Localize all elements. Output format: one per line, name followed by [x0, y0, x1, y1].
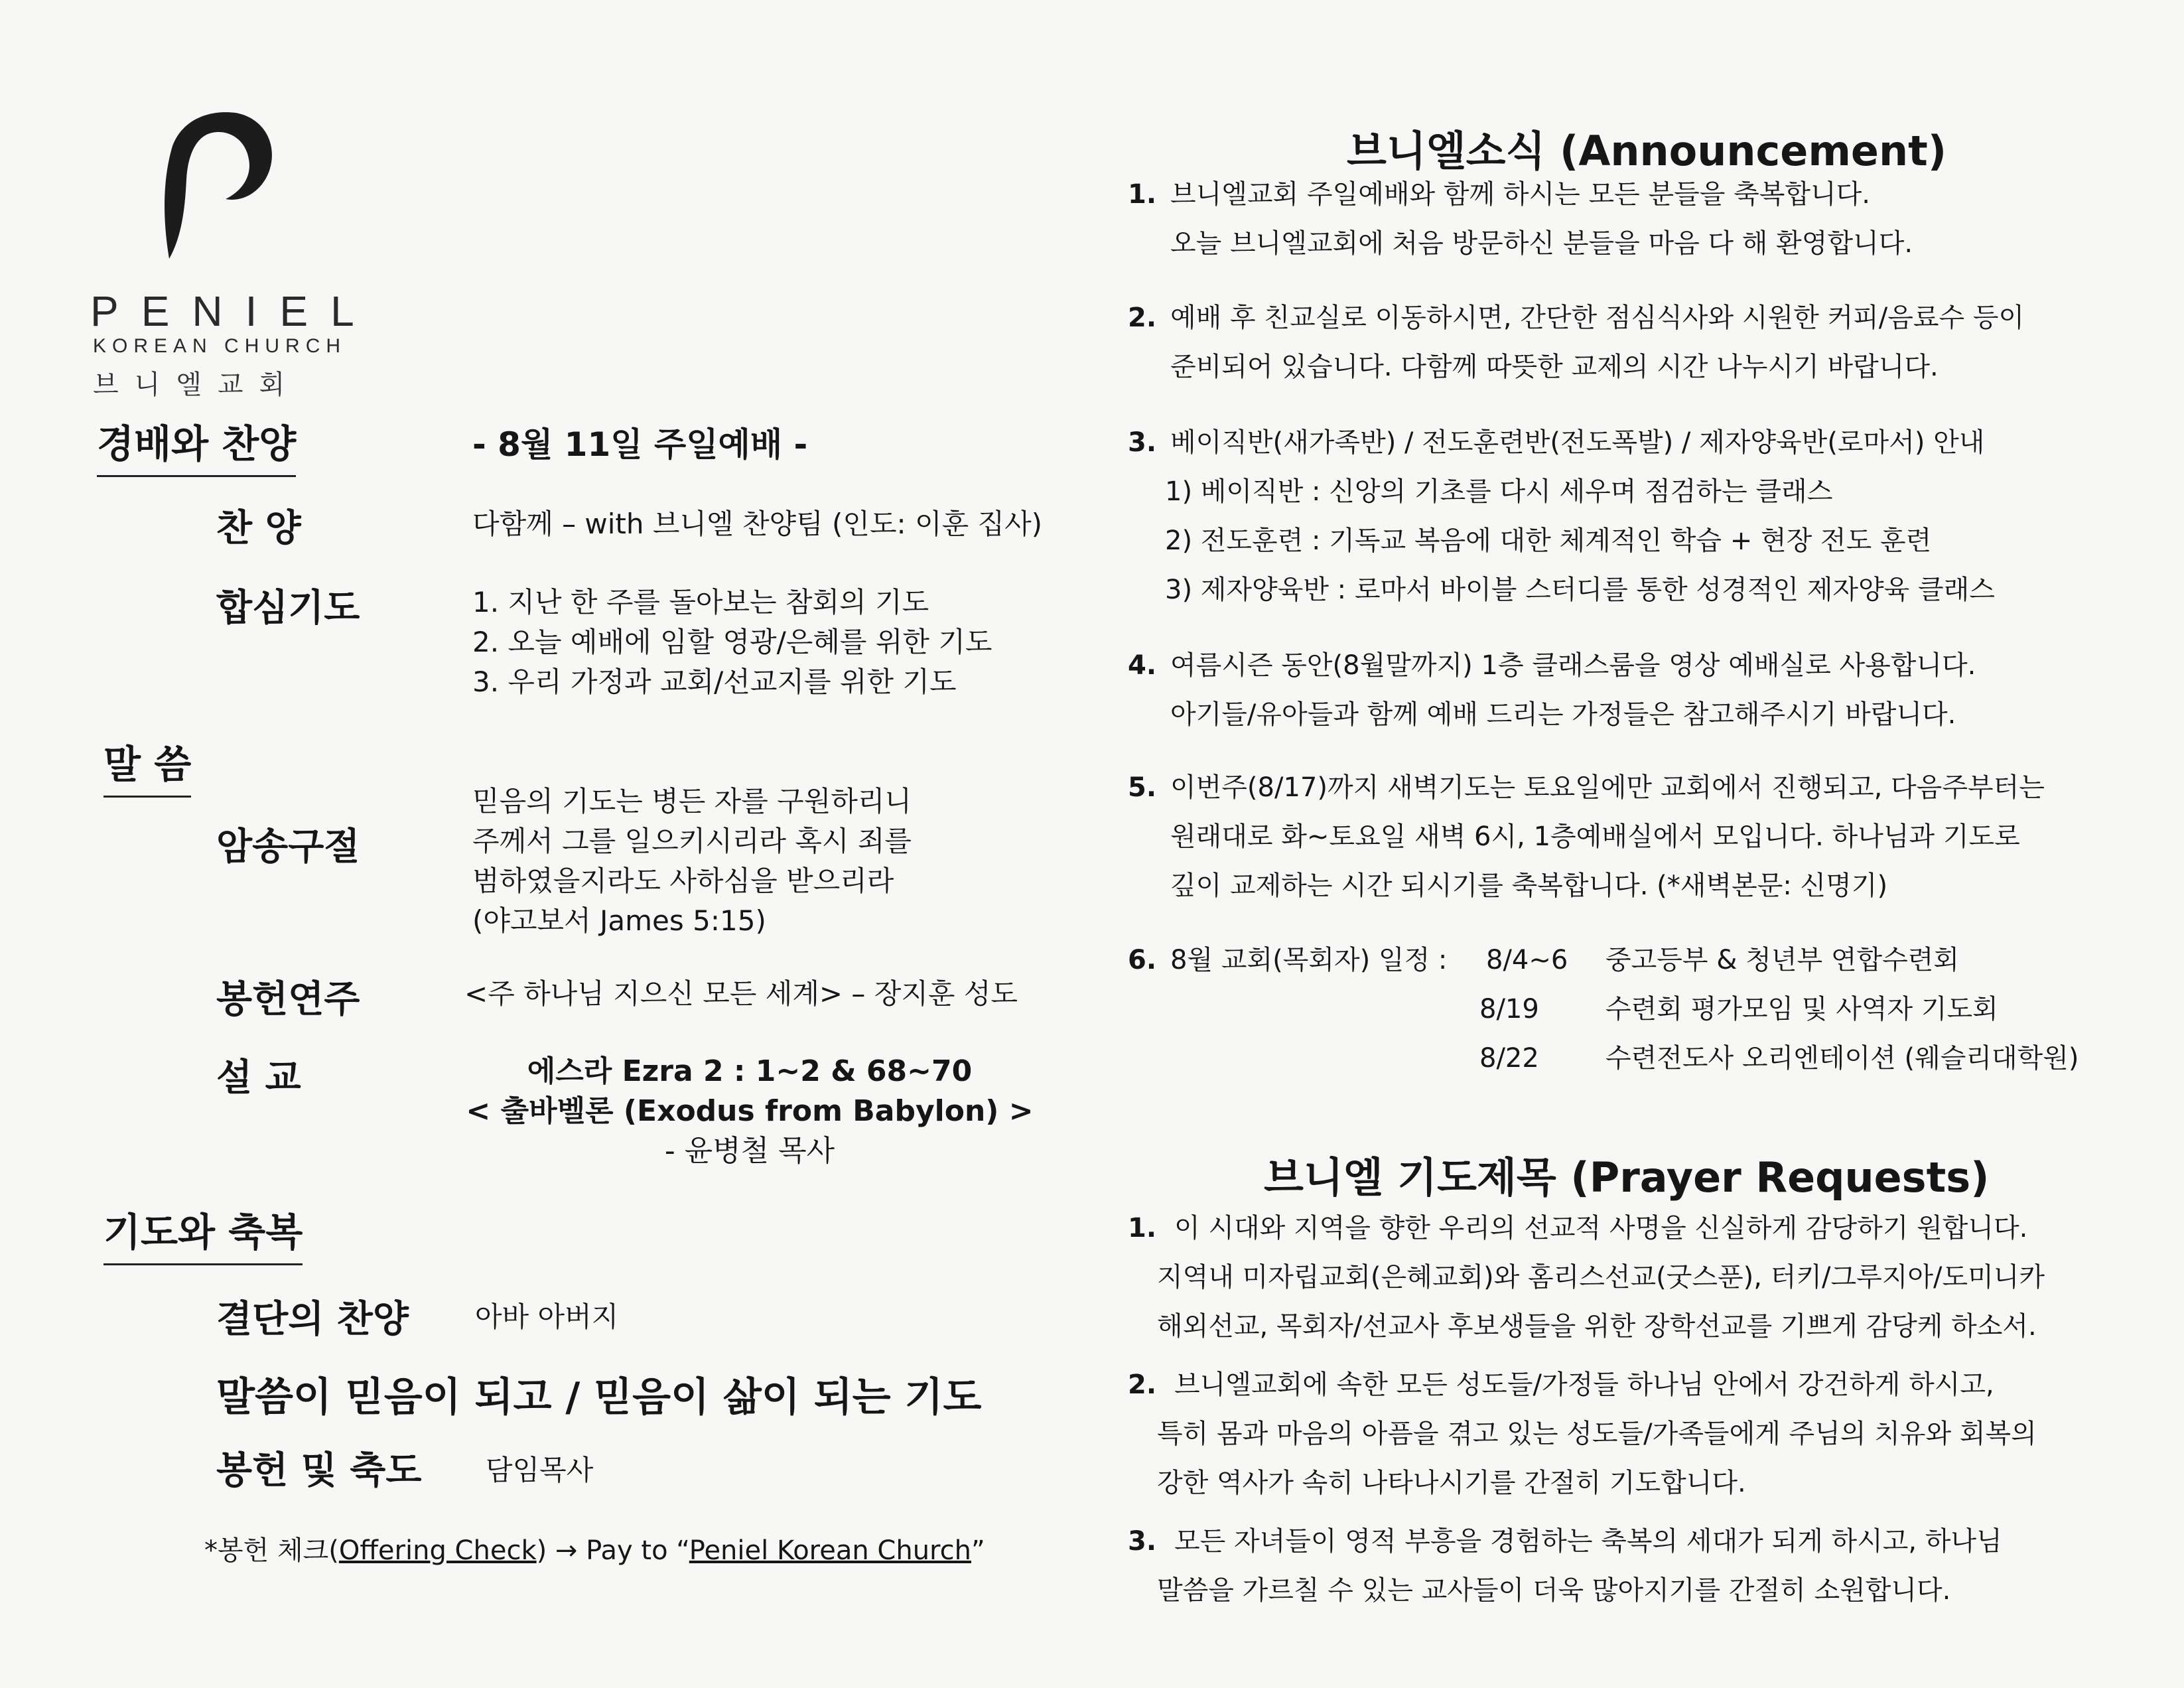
announcement-line: 깊이 교제하는 시간 되시기를 축복합니다. (*새벽본문: 신명기): [1170, 871, 1888, 901]
prayer-line: 말씀을 가르칠 수 있는 교사들이 더욱 많아지기를 간절히 소원합니다.: [1157, 1575, 1951, 1606]
prayer-requests-title: 브니엘 기도제목 (Prayer Requests): [1264, 1153, 1990, 1202]
announcement-line: 아기들/유아들과 함께 예배 드리는 가정들은 참고해주시기 바랍니다.: [1170, 699, 1956, 730]
prayer-list: [472, 583, 992, 702]
schedule-date: 8/22: [1479, 1043, 1539, 1074]
memory-line: 범하였을지라도 사하심을 받으리라: [472, 865, 894, 897]
prayer-number: 3.: [1128, 1526, 1157, 1557]
class-item: 2) 전도훈련 : 기독교 복음에 대한 체계적인 학습 + 현장 전도 훈련: [1165, 526, 1932, 556]
announcement-line: 오늘 브니엘교회에 처음 방문하신 분들을 마음 다 해 환영합니다.: [1170, 228, 1913, 259]
offering-music-label: 봉헌연주: [216, 978, 360, 1021]
announcement-number: 6.: [1128, 945, 1157, 975]
schedule-event: 중고등부 & 청년부 연합수련회: [1605, 945, 1960, 975]
note-payee: Peniel Korean Church: [689, 1535, 971, 1566]
logo-korean-name: 브니엘교회: [93, 370, 301, 400]
announcement-number: 4.: [1128, 650, 1157, 681]
service-title: - 8월 11일 주일예배 -: [472, 425, 808, 464]
announcement-number: 5.: [1128, 772, 1157, 803]
sermon-preacher: - 윤병철 목사: [664, 1134, 835, 1168]
announcement-line: 이번주(8/17)까지 새벽기도는 토요일에만 교회에서 진행되고, 다음주부터는: [1170, 772, 2045, 803]
prayer-line: 해외선교, 목회자/선교사 후보생들을 위한 장학선교를 기쁘게 감당케 하소서.: [1157, 1311, 2037, 1342]
note-end: ”: [971, 1535, 985, 1566]
sermon-block: [451, 1052, 1048, 1171]
section-worship-heading: 경배와 찬양: [97, 413, 296, 477]
announcement-number: 3.: [1128, 427, 1157, 458]
memory-line: 믿음의 기도는 병든 자를 구원하리니: [472, 785, 912, 817]
note-offering-check: Offering Check: [338, 1535, 537, 1566]
logo-subtitle: KOREAN CHURCH: [93, 335, 347, 357]
prayer-line: 모든 자녀들이 영적 부흥을 경험하는 축복의 세대가 되게 하시고, 하나님: [1174, 1526, 2002, 1557]
peniel-logo-icon: [143, 106, 282, 272]
praise-label: 찬 양: [216, 507, 301, 550]
announcement-number: 2.: [1128, 303, 1157, 333]
prayer-item: 2. 오늘 예배에 임할 영광/은혜를 위한 기도: [472, 626, 992, 658]
offering-music-text: <주 하나님 지으신 모든 세계> – 장지훈 성도: [464, 977, 1018, 1010]
class-item: 3) 제자양육반 : 로마서 바이블 스터디를 통한 성경적인 제자양육 클래스: [1165, 575, 1995, 605]
announcement-line: 예배 후 친교실로 이동하시면, 간단한 점심식사와 시원한 커피/음료수 등이: [1170, 303, 2025, 333]
praise-text: 다함께 – with 브니엘 찬양팀 (인도: 이훈 집사): [472, 508, 1043, 540]
memory-line: 주께서 그를 일으키시리라 혹시 죄를: [472, 825, 912, 857]
schedule-label: 8월 교회(목회자) 일정 :: [1170, 945, 1448, 975]
class-item: 1) 베이직반 : 신앙의 기초를 다시 세우며 점검하는 클래스: [1165, 476, 1833, 507]
prayer-line: 지역내 미자립교회(은혜교회)와 홈리스선교(굿스푼), 터키/그루지아/도미니카: [1157, 1262, 2045, 1293]
offering-check-note: [204, 1529, 985, 1567]
prayer-line: 브니엘교회에 속한 모든 성도들/가정들 하나님 안에서 강건하게 하시고,: [1174, 1370, 1994, 1400]
decision-song-text: 아바 아버지: [475, 1301, 619, 1333]
benediction-text: 담임목사: [486, 1454, 594, 1486]
announcement-number: 1.: [1128, 179, 1157, 210]
sermon-title: < 출바벨론 (Exodus from Babylon) >: [466, 1094, 1034, 1128]
schedule-date: 8/19: [1479, 994, 1539, 1024]
memory-line: (야고보서 James 5:15): [472, 904, 766, 937]
sermon-label: 설 교: [216, 1056, 301, 1099]
prayer-line: 이 시대와 지역을 향한 우리의 선교적 사명을 신실하게 감당하기 원합니다.: [1174, 1213, 2028, 1243]
prayer-number: 1.: [1128, 1213, 1157, 1243]
benediction-label: 봉헌 및 축도: [216, 1449, 422, 1492]
decision-song-label: 결단의 찬양: [216, 1298, 409, 1341]
prayer-item: 1. 지난 한 주를 돌아보는 참회의 기도: [472, 586, 929, 618]
announcement-line: 준비되어 있습니다. 다함께 따뜻한 교제의 시간 나누시기 바랍니다.: [1170, 352, 1939, 382]
announcement-line: 여름시즌 동안(8월말까지) 1층 클래스룸을 영상 예배실로 사용합니다.: [1170, 650, 1976, 681]
schedule-event: 수련회 평가모임 및 사역자 기도회: [1605, 994, 1998, 1024]
memory-verse-label: 암송구절: [216, 825, 360, 869]
note-prefix: *봉헌 체크(: [204, 1535, 339, 1566]
prayer-number: 2.: [1128, 1370, 1157, 1400]
logo-name: PENIEL: [90, 287, 377, 335]
announcement-line: 브니엘교회 주일예배와 함께 하시는 모든 분들을 축복합니다.: [1170, 179, 1871, 210]
word-faith-prayer: 말씀이 믿음이 되고 / 믿음이 삶이 되는 기도: [216, 1374, 982, 1421]
prayer-line: 강한 역사가 속히 나타나시기를 간절히 기도합니다.: [1157, 1468, 1746, 1498]
section-prayer-blessing-heading: 기도와 축복: [103, 1201, 303, 1265]
announcement-title: 브니엘소식 (Announcement): [1347, 127, 1947, 175]
section-word-heading: 말 씀: [103, 733, 191, 798]
note-mid: ) → Pay to “: [536, 1535, 689, 1566]
announcement-line: 베이직반(새가족반) / 전도훈련반(전도폭발) / 제자양육반(로마서) 안내: [1170, 427, 1985, 458]
prayer-item: 3. 우리 가정과 교회/선교지를 위한 기도: [472, 666, 957, 698]
schedule-event: 수련전도사 오리엔테이션 (웨슬리대학원): [1605, 1043, 2079, 1074]
memory-verse: [472, 782, 912, 941]
schedule-date: 8/4~6: [1486, 945, 1568, 975]
sermon-scripture: 에스라 Ezra 2 : 1~2 & 68~70: [527, 1054, 973, 1088]
unison-prayer-label: 합심기도: [216, 587, 360, 630]
announcement-line: 원래대로 화~토요일 새벽 6시, 1층예배실에서 모입니다. 하나님과 기도로: [1170, 821, 2020, 852]
prayer-line: 특히 몸과 마음의 아픔을 겪고 있는 성도들/가족들에게 주님의 치유와 회복의: [1157, 1419, 2037, 1449]
